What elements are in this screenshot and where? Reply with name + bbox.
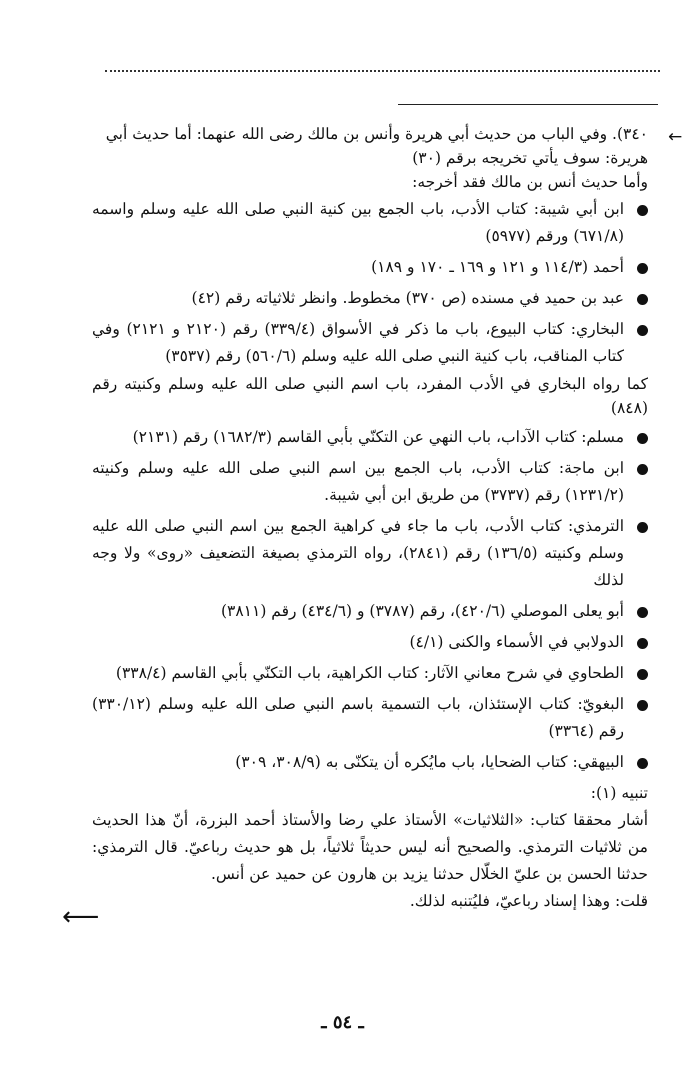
reference-item: البغويّ: كتاب الإستئذان، باب التسمية باسم النبي صلى الله عليه وسلم (٣٣٠/١٢) رقم (٣٣٦٤) [92,691,648,745]
reference-item: البخاري: كتاب البيوع، باب ما ذكر في الأسواق (٣٣٩/٤) رقم (٢١٢٠ و ٢١٢١) وفي كتاب المناقب، باب كنية النبي صلى الله عليه وسلم (٥٦٠/٦) رقم (٣٥٣٧) [92,316,648,370]
bullet-icon [637,607,648,618]
bullet-icon [637,325,648,336]
reference-item: الطحاوي في شرح معاني الآثار: كتاب الكراهية، باب التكنّي بأبي القاسم (٣٣٨/٤) [92,660,648,687]
intro-line-2: هريرة: سوف يأتي تخريجه برقم (٣٠) [412,149,648,167]
bullet-icon [637,700,648,711]
reference-list [92,196,648,776]
bullet-icon [637,263,648,274]
reference-item: ابن ماجة: كتاب الأدب، باب الجمع بين اسم النبي صلى الله عليه وسلم وكنيته (١٢٣١/٢) رقم (٣٧٣٧) من طريق ابن أبي شيبة. [92,455,648,509]
reference-item: أبو يعلى الموصلي (٤٢٠/٦)، رقم (٣٧٨٧) و (٤٣٤/٦) رقم (٣٨١١) [92,598,648,625]
bullet-icon [637,433,648,444]
reference-item: الدولابي في الأسماء والكنى (٤/١) [92,629,648,656]
footnote-body [92,122,648,915]
intro-line-3: وأما حديث أنس بن مالك فقد أخرجه: [412,173,648,191]
reference-item: مسلم: كتاب الآداب، باب النهي عن التكنّي بأبي القاسم (١٦٨٢/٣) رقم (٢١٣١) [92,424,648,451]
reference-item: ابن أبي شيبة: كتاب الأدب، باب الجمع بين كنية النبي صلى الله عليه وسلم واسمه (٦٧١/٨) ورقم (٥٩٧٧) [92,196,648,250]
reference-item: البيهقي: كتاب الضحايا، باب مايُكره أن يتكنّى به (٣٠٨/٩، ٣٠٩) [92,749,648,776]
bullet-icon [637,758,648,769]
bullet-icon [637,638,648,649]
footnote-separator [398,104,658,105]
reference-item: أحمد (١١٤/٣ و ١٢١ و ١٦٩ ـ ١٧٠ و ١٨٩) [92,254,648,281]
bullet-icon [637,294,648,305]
bullet-icon [637,522,648,533]
reference-note: كما رواه البخاري في الأدب المفرد، باب اسم النبي صلى الله عليه وسلم وكنيته رقم (٨٤٨) [92,375,648,417]
bullet-icon [637,205,648,216]
header-dotted-rule [105,70,660,72]
note-paragraph: أشار محققا كتاب: «الثلاثيات» الأستاذ علي رضا والأستاذ أحمد البزرة، أنّ هذا الحديث من ثلاثيات الترمذي. والصحيح أنه ليس حديثاً ثلاثياً، بل هو حديث رباعيّ. قال الترمذي: حدثنا الحسن بن عليّ الخلّال حدثنا يزيد بن هارون عن حميد عن أنس. [92,811,648,883]
reference-item: عبد بن حميد في مسنده (ص ٣٧٠) مخطوط. وانظر ثلاثياته رقم (٤٢) [92,285,648,312]
bullet-icon [637,669,648,680]
left-arrow-icon: ← [668,127,683,147]
page-number: ـ ٥٤ ـ [321,1012,364,1033]
note-conclusion: قلت: وهذا إسناد رباعيّ، فليُتنبه لذلك. [409,892,648,910]
intro-line-1: ٣٤٠). وفي الباب من حديث أبي هريرة وأنس بن مالك رضى الله عنهما: أما حديث أبي [105,125,648,143]
reference-item: الترمذي: كتاب الأدب، باب ما جاء في كراهية الجمع بين اسم النبي صلى الله عليه وسلم وكنيته (١٣٦/٥) رقم (٢٨٤١)، رواه الترمذي بصيغة التضعيف «روى» ولا وجه لذلك [92,513,648,594]
left-arrow-icon: ⟵ [62,902,100,932]
bullet-icon [637,464,648,475]
note-heading: تنبيه (١): [590,784,648,802]
